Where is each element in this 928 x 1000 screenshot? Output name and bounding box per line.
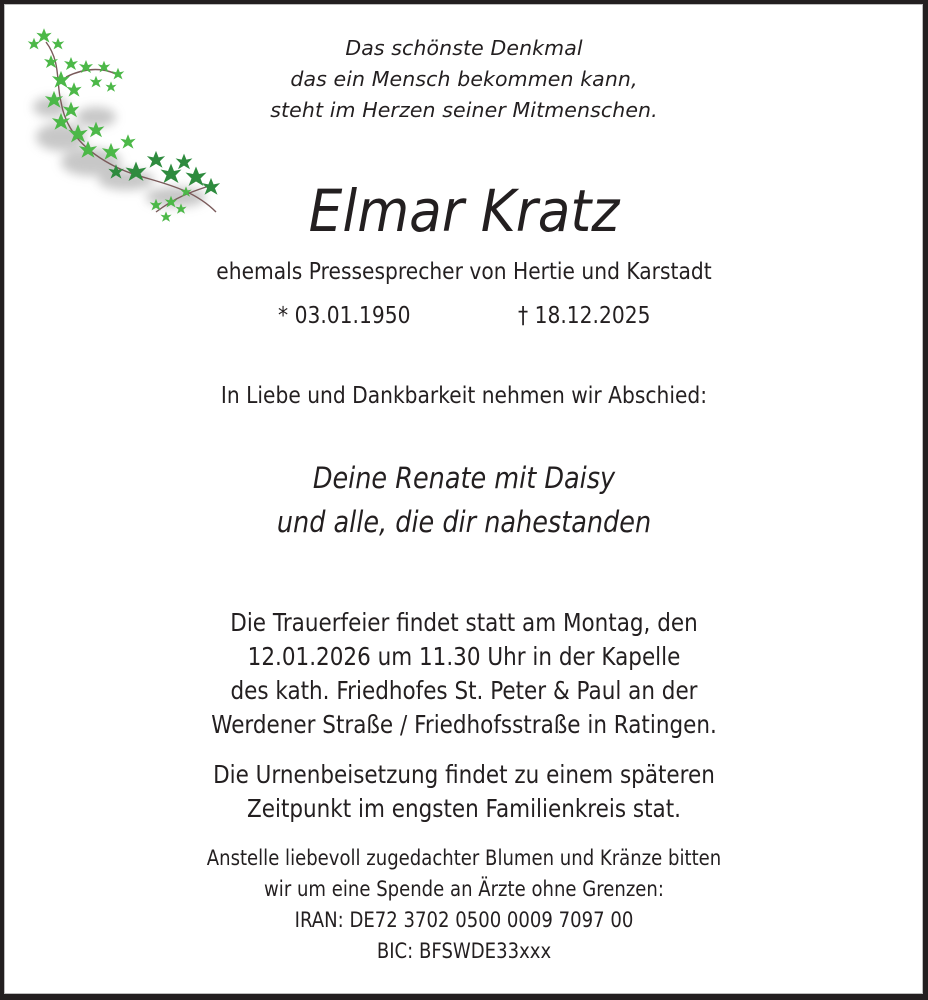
urn-line: Die Urnenbeisetzung findet zu einem späteren <box>213 760 715 789</box>
iban-text: IRAN: DE72 3702 0500 0009 7097 00 <box>294 908 634 932</box>
donation-line: Anstelle liebevoll zugedachter Blumen und Kränze bitten <box>206 846 722 870</box>
service-line: Werdener Straße / Friedhofsstraße in Ratingen. <box>211 710 717 739</box>
quote-line: Das schönste Denkmal <box>345 36 583 60</box>
birth-date: * 03.01.1950 <box>277 303 410 329</box>
mourners <box>56 456 873 544</box>
urn-burial-info <box>65 758 863 826</box>
donation-info <box>65 843 863 967</box>
service-line: Die Trauerfeier findet statt am Montag, den <box>230 608 698 637</box>
deceased-name: Elmar Kratz <box>308 177 620 245</box>
quote-line: das ein Mensch bekommen kann, <box>290 67 638 91</box>
farewell-text: In Liebe und Dankbarkeit nehmen wir Abschied: <box>220 383 708 409</box>
bic-text: BIC: BFSWDE33xxx <box>376 939 552 963</box>
deceased-role: ehemals Pressesprecher von Hertie und Karstadt <box>216 259 712 285</box>
quote-line: steht im Herzen seiner Mitmenschen. <box>270 98 658 122</box>
memorial-quote <box>0 33 928 126</box>
service-line: 12.01.2026 um 11.30 Uhr in der Kapelle <box>247 642 681 671</box>
service-line: des kath. Friedhofes St. Peter & Paul an der <box>230 676 698 705</box>
donation-line: wir um eine Spende an Ärzte ohne Grenzen: <box>264 877 664 901</box>
death-date: † 18.12.2025 <box>518 303 651 329</box>
life-dates <box>0 300 928 332</box>
funeral-service-info <box>65 606 863 742</box>
mourners-line: und alle, die dir nahestanden <box>276 505 652 539</box>
urn-line: Zeitpunkt im engsten Familienkreis stat. <box>247 794 681 823</box>
mourners-line: Deine Renate mit Daisy <box>312 461 616 495</box>
